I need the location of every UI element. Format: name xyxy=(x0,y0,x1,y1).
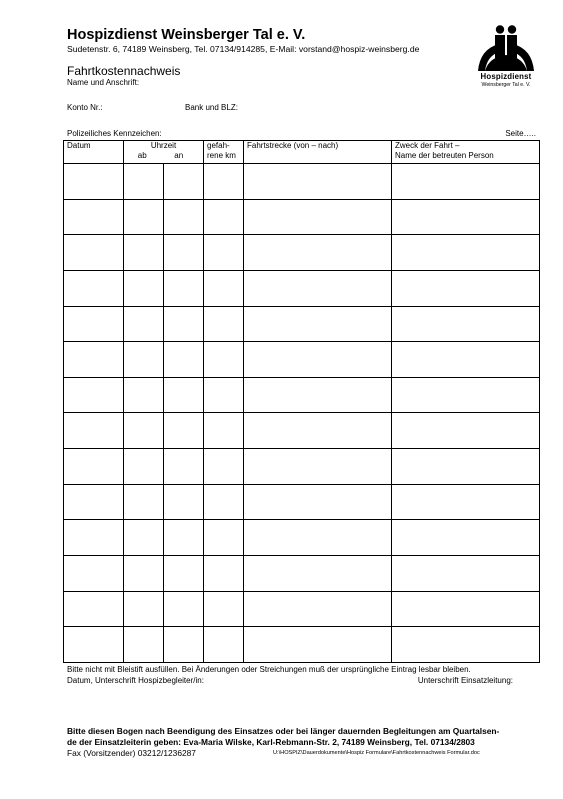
table-row xyxy=(64,591,540,627)
cell-zweck[interactable] xyxy=(392,484,540,520)
header-strecke xyxy=(244,141,392,164)
cell-ab[interactable] xyxy=(124,342,164,378)
cell-datum[interactable] xyxy=(64,627,124,663)
header-zweck xyxy=(392,141,540,164)
cell-zweck[interactable] xyxy=(392,449,540,485)
cell-km[interactable] xyxy=(204,270,244,306)
cell-ab[interactable] xyxy=(124,591,164,627)
table-row xyxy=(64,235,540,271)
cell-an[interactable] xyxy=(164,484,204,520)
cell-km[interactable] xyxy=(204,449,244,485)
cell-ab[interactable] xyxy=(124,199,164,235)
table-row xyxy=(64,413,540,449)
trip-table-body xyxy=(64,164,540,663)
cell-km[interactable] xyxy=(204,484,244,520)
cell-datum[interactable] xyxy=(64,306,124,342)
header-uhrzeit-label: Uhrzeit xyxy=(150,141,177,150)
cell-an[interactable] xyxy=(164,199,204,235)
cell-km[interactable] xyxy=(204,591,244,627)
cell-an[interactable] xyxy=(164,164,204,200)
cell-km[interactable] xyxy=(204,342,244,378)
cell-km[interactable] xyxy=(204,164,244,200)
header-zweck-line2: Name der betreuten Person xyxy=(395,151,494,160)
cell-zweck[interactable] xyxy=(392,627,540,663)
cell-datum[interactable] xyxy=(64,591,124,627)
cell-datum[interactable] xyxy=(64,556,124,592)
cell-km[interactable] xyxy=(204,235,244,271)
table-row xyxy=(64,556,540,592)
table-row xyxy=(64,342,540,378)
org-address: Sudetenstr. 6, 74189 Weinsberg, Tel. 07134/914285, E-Mail: vorstand@hospiz-weinsberg.de xyxy=(67,44,420,54)
cell-datum[interactable] xyxy=(64,342,124,378)
hospiz-logo xyxy=(475,24,537,94)
cell-an[interactable] xyxy=(164,306,204,342)
cell-km[interactable] xyxy=(204,306,244,342)
license-plate-label: Polizeiliches Kennzeichen: xyxy=(67,129,162,138)
cell-datum[interactable] xyxy=(64,413,124,449)
page-number-label: Seite….. xyxy=(505,129,536,138)
cell-datum[interactable] xyxy=(64,520,124,556)
cell-ab[interactable] xyxy=(124,377,164,413)
cell-zweck[interactable] xyxy=(392,377,540,413)
cell-zweck[interactable] xyxy=(392,591,540,627)
cell-ab[interactable] xyxy=(124,520,164,556)
table-header-row xyxy=(64,141,540,164)
cell-ab[interactable] xyxy=(124,449,164,485)
cell-strecke[interactable] xyxy=(244,342,392,378)
cell-ab[interactable] xyxy=(124,270,164,306)
cell-strecke[interactable] xyxy=(244,449,392,485)
header-strecke-label: Fahrtstrecke (von – nach) xyxy=(247,141,339,150)
submission-instruction-line2: de der Einsatzleiterin geben: Eva-Maria Wilske, Karl-Rebmann-Str. 2, 74189 Weinsberg, Tel. 07134/2803 xyxy=(67,737,475,747)
cell-datum[interactable] xyxy=(64,449,124,485)
account-number-label: Konto Nr.: xyxy=(67,103,103,112)
cell-an[interactable] xyxy=(164,449,204,485)
cell-zweck[interactable] xyxy=(392,413,540,449)
table-row xyxy=(64,627,540,663)
cell-zweck[interactable] xyxy=(392,306,540,342)
signature-management-label: Unterschrift Einsatzleitung: xyxy=(417,676,513,685)
cell-km[interactable] xyxy=(204,627,244,663)
cell-strecke[interactable] xyxy=(244,377,392,413)
cell-strecke[interactable] xyxy=(244,484,392,520)
cell-datum[interactable] xyxy=(64,199,124,235)
cell-km[interactable] xyxy=(204,556,244,592)
cell-an[interactable] xyxy=(164,235,204,271)
pencil-note: Bitte nicht mit Bleistift ausfüllen. Bei Änderungen oder Streichungen muß der ursprüngliche Eintrag lesbar bleiben. xyxy=(67,665,471,674)
cell-an[interactable] xyxy=(164,377,204,413)
cell-zweck[interactable] xyxy=(392,199,540,235)
cell-strecke[interactable] xyxy=(244,306,392,342)
table-row xyxy=(64,270,540,306)
cell-strecke[interactable] xyxy=(244,164,392,200)
cell-strecke[interactable] xyxy=(244,591,392,627)
cell-ab[interactable] xyxy=(124,413,164,449)
cell-an[interactable] xyxy=(164,591,204,627)
cell-ab[interactable] xyxy=(124,306,164,342)
header-datum-label: Datum xyxy=(67,141,91,150)
header-an-label: an xyxy=(174,151,184,160)
cell-datum[interactable] xyxy=(64,484,124,520)
cell-strecke[interactable] xyxy=(244,520,392,556)
table-row xyxy=(64,449,540,485)
cell-zweck[interactable] xyxy=(392,270,540,306)
table-row xyxy=(64,377,540,413)
header-uhrzeit-sub xyxy=(124,151,203,161)
cell-zweck[interactable] xyxy=(392,556,540,592)
header-km-line2: rene km xyxy=(207,151,236,160)
header-zweck-line1: Zweck der Fahrt – xyxy=(395,141,460,150)
trip-log-table xyxy=(63,140,540,663)
cell-ab[interactable] xyxy=(124,164,164,200)
bank-label: Bank und BLZ: xyxy=(185,103,238,112)
cell-km[interactable] xyxy=(204,520,244,556)
name-address-label: Name und Anschrift: xyxy=(67,78,140,87)
hospiz-figures-icon xyxy=(475,24,537,72)
cell-strecke[interactable] xyxy=(244,556,392,592)
cell-datum[interactable] xyxy=(64,377,124,413)
cell-km[interactable] xyxy=(204,377,244,413)
fax-number: Fax (Vorsitzender) 03212/1236287 xyxy=(67,748,196,758)
cell-an[interactable] xyxy=(164,270,204,306)
form-title: Fahrtkostennachweis xyxy=(67,64,181,78)
table-row xyxy=(64,199,540,235)
cell-strecke[interactable] xyxy=(244,413,392,449)
cell-km[interactable] xyxy=(204,199,244,235)
cell-km[interactable] xyxy=(204,413,244,449)
cell-ab[interactable] xyxy=(124,556,164,592)
cell-zweck[interactable] xyxy=(392,520,540,556)
cell-zweck[interactable] xyxy=(392,342,540,378)
table-row xyxy=(64,306,540,342)
cell-strecke[interactable] xyxy=(244,235,392,271)
table-row xyxy=(64,520,540,556)
cell-strecke[interactable] xyxy=(244,199,392,235)
cell-an[interactable] xyxy=(164,556,204,592)
logo-subtitle: Weinsberger Tal e. V. xyxy=(481,82,531,88)
header-datum xyxy=(64,141,124,164)
header-uhrzeit xyxy=(124,141,204,164)
cell-an[interactable] xyxy=(164,520,204,556)
cell-an[interactable] xyxy=(164,342,204,378)
submission-instruction-line1: Bitte diesen Bogen nach Beendigung des Einsatzes oder bei länger dauernden Begleitungen am Quartalsen- xyxy=(67,726,500,736)
cell-an[interactable] xyxy=(164,627,204,663)
cell-datum[interactable] xyxy=(64,164,124,200)
cell-strecke[interactable] xyxy=(244,627,392,663)
header-km-line1: gefah- xyxy=(207,141,230,150)
org-name: Hospizdienst Weinsberger Tal e. V. xyxy=(67,27,306,43)
table-row xyxy=(64,164,540,200)
cell-an[interactable] xyxy=(164,413,204,449)
cell-zweck[interactable] xyxy=(392,164,540,200)
cell-ab[interactable] xyxy=(124,627,164,663)
cell-ab[interactable] xyxy=(124,484,164,520)
header-km xyxy=(204,141,244,164)
signature-volunteer-label: Datum, Unterschrift Hospizbegleiter/in: xyxy=(67,676,204,685)
table-row xyxy=(64,484,540,520)
file-path: U:\HOSPIZ\Dauerdokumente\Hospiz Formulare\Fahrtkostennachweis Formular.doc xyxy=(273,750,480,756)
cell-strecke[interactable] xyxy=(244,270,392,306)
cell-datum[interactable] xyxy=(64,235,124,271)
cell-datum[interactable] xyxy=(64,270,124,306)
cell-ab[interactable] xyxy=(124,235,164,271)
header-ab-label: ab xyxy=(137,151,147,160)
cell-zweck[interactable] xyxy=(392,235,540,271)
logo-name: Hospizdienst xyxy=(480,72,532,81)
